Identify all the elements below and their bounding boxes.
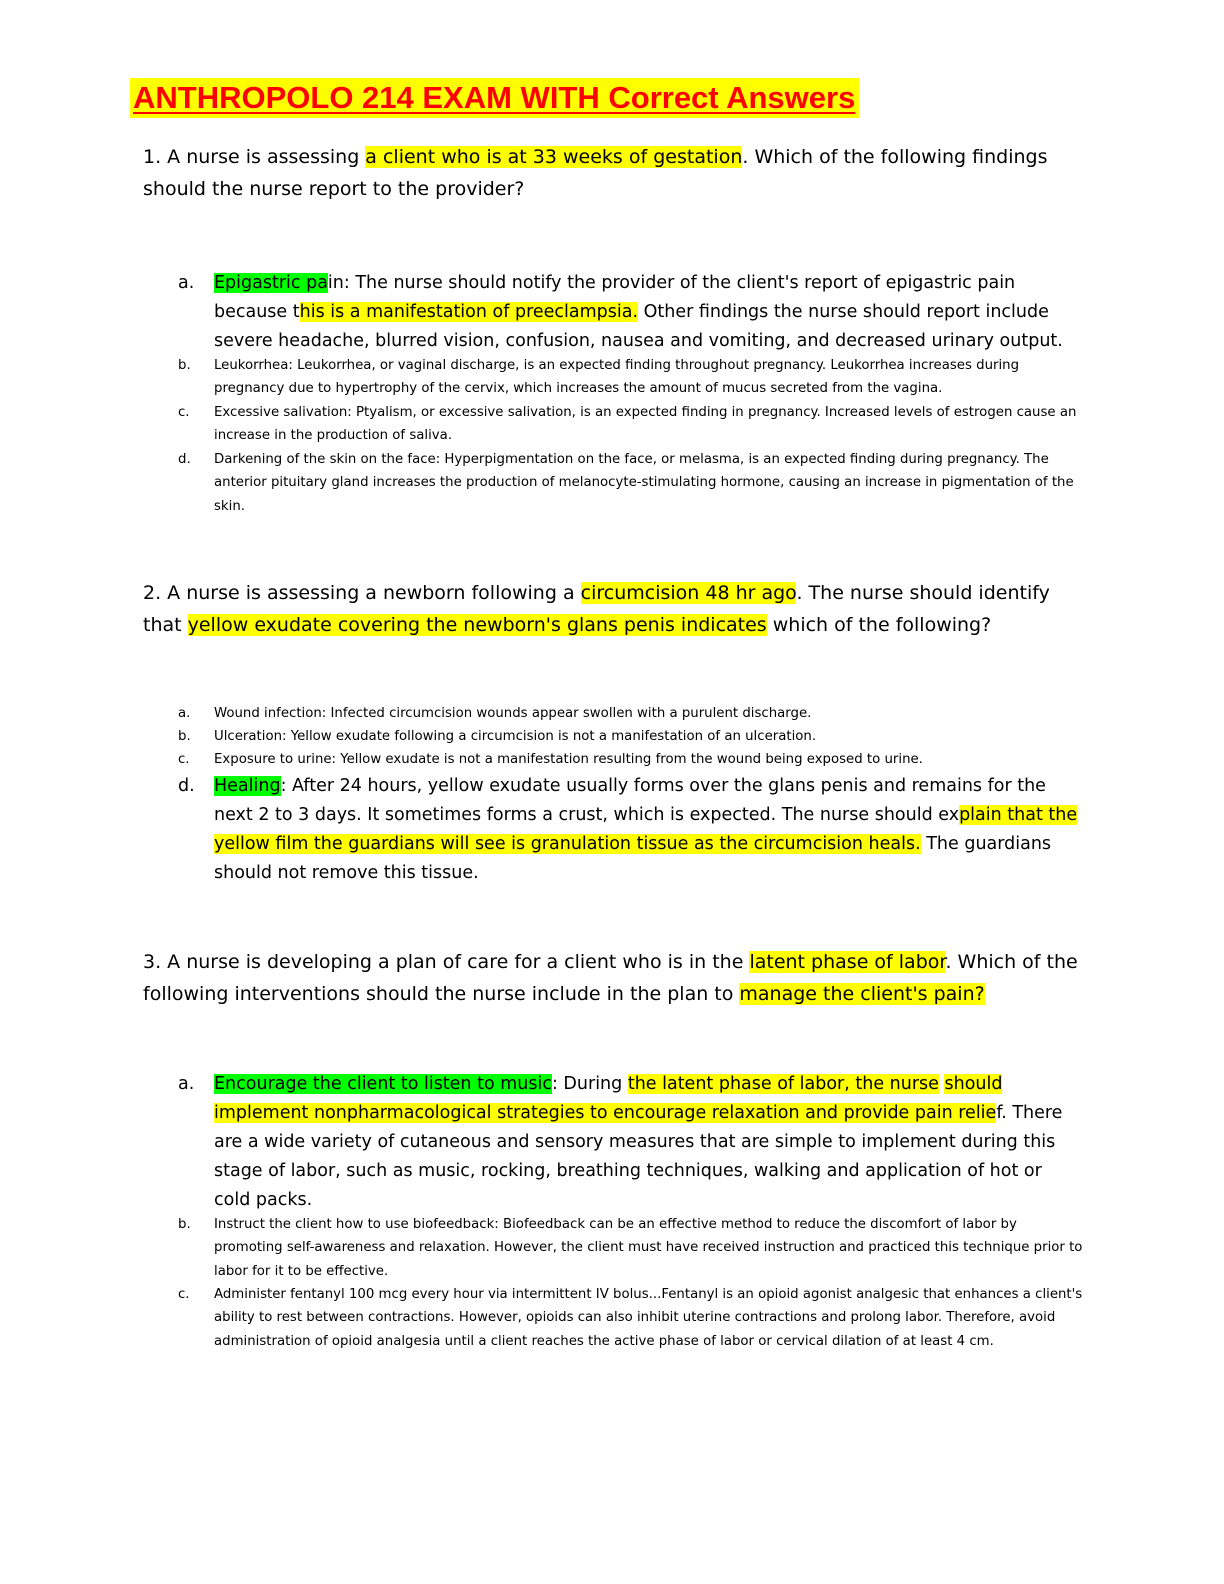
option-letter: c.	[178, 405, 190, 420]
question-2-text-end: which of the following?	[766, 613, 992, 636]
q3-option-c	[178, 1283, 1083, 1353]
correct-answer-highlight: Healing	[214, 776, 281, 796]
question-1	[143, 142, 1083, 205]
option-text-part: : After 24 hours, yellow exudate usually forms over the glans penis and remains for the next 2 to 3 days. It sometimes forms a crust, which is expected. The nurse should ex	[214, 776, 1046, 825]
option-letter: a.	[178, 1074, 195, 1094]
correct-answer-highlight: Encourage the client to listen to music	[214, 1074, 552, 1094]
q2-option-d	[178, 772, 1083, 888]
question-2-highlight-2: yellow exudate covering the newborn's glans penis indicates	[187, 613, 767, 636]
question-1-text-start: 1. A nurse is assessing	[143, 146, 366, 168]
key-point-highlight: his is a manifestation of preeclampsia.	[299, 302, 639, 322]
question-3-highlight-1: latent phase of labor	[749, 951, 946, 973]
option-text-part: : During	[551, 1074, 628, 1094]
option-text: Excessive salivation: Ptyalism, or excessive salivation, is an expected finding in pregnancy. Increased levels of estrogen cause an increase in the production of saliva.	[214, 405, 1077, 444]
q2-option-a	[178, 702, 1083, 725]
option-letter: a.	[178, 706, 191, 721]
q2-option-b	[178, 725, 1083, 748]
option-text	[214, 772, 1083, 888]
option-text: Darkening of the skin on the face: Hyperpigmentation on the face, or melasma, is an expected finding during pregnancy. The anterior pituitary gland increases the production of melanocyte-stimulating hormone, causing an increase in pigmentation of the skin.	[214, 452, 1074, 514]
option-letter: a.	[178, 273, 195, 293]
question-2-highlight-1: circumcision 48 hr ago	[580, 582, 797, 604]
option-text-part: in: The nurse should notify the provider of the client's report of epigastric pain because t	[214, 273, 1016, 322]
key-point-highlight: plain that the yellow film the guardians will see is granulation tissue as the circumcision heals.	[214, 805, 1078, 854]
option-text: Ulceration: Yellow exudate following a circumcision is not a manifestation of an ulceration.	[214, 729, 817, 744]
option-letter: b.	[178, 729, 191, 744]
option-letter: d.	[178, 452, 191, 467]
option-text	[214, 269, 1083, 356]
question-3	[143, 947, 1083, 1010]
question-3-text-mid: . Which of the following interventions should the nurse include in the plan to	[143, 951, 1078, 1005]
option-letter: d.	[178, 776, 195, 796]
q3-option-b	[178, 1213, 1083, 1283]
correct-answer-highlight: Epigastric pa	[214, 273, 328, 293]
q1-option-b	[178, 354, 1083, 401]
question-3-highlight-2: manage the client's pain?	[739, 982, 985, 1005]
key-point-highlight: should implement nonpharmacological strategies to encourage relaxation and provide pain relie	[214, 1074, 1003, 1123]
option-text: Wound infection: Infected circumcision wounds appear swollen with a purulent discharge.	[214, 706, 812, 721]
q3-option-a	[178, 1070, 1083, 1215]
option-text: Instruct the client how to use biofeedback: Biofeedback can be an effective method to reduce the discomfort of labor by promoting self-awareness and relaxation. However, the client must have received instruction and practiced this technique prior to labor for it to be effective.	[214, 1217, 1083, 1279]
option-letter: c.	[178, 1287, 190, 1302]
key-point-highlight: the latent phase of labor, the nurse	[627, 1074, 939, 1094]
option-text-part: The guardians should not remove this tissue.	[214, 834, 1052, 883]
option-text-part: f. There are a wide variety of cutaneous and sensory measures that are simple to implement during this stage of labor, such as music, rocking, breathing techniques, walking and application of hot or cold packs.	[214, 1103, 1063, 1210]
option-text-part: Other findings the nurse should report include severe headache, blurred vision, confusion, nausea and vomiting, and decreased urinary output.	[214, 302, 1063, 351]
question-1-highlight: a client who is at 33 weeks of gestation	[365, 146, 743, 168]
question-2-text-mid: . The nurse should identify that	[143, 582, 1050, 636]
question-3-text-start: 3. A nurse is developing a plan of care for a client who is in the	[143, 951, 750, 973]
option-letter: b.	[178, 358, 191, 373]
question-1-text-end: . Which of the following findings should the nurse report to the provider?	[143, 146, 1048, 200]
option-letter: c.	[178, 752, 190, 767]
option-text: Leukorrhea: Leukorrhea, or vaginal discharge, is an expected finding throughout pregnancy. Leukorrhea increases during pregnancy due to hypertrophy of the cervix, which increases the amount of mucus secreted from the vagina.	[214, 358, 1020, 397]
option-text	[214, 1070, 1083, 1215]
option-text: Exposure to urine: Yellow exudate is not a manifestation resulting from the wound being exposed to urine.	[214, 752, 923, 767]
page-title: ANTHROPOLO 214 EXAM WITH Correct Answers	[130, 78, 859, 118]
q2-option-c	[178, 748, 1083, 771]
q1-option-c	[178, 401, 1083, 448]
question-2-text-start: 2. A nurse is assessing a newborn following a	[143, 582, 581, 604]
option-text: Administer fentanyl 100 mcg every hour via intermittent IV bolus...Fentanyl is an opioid agonist analgesic that enhances a client's ability to rest between contractions. However, opioids can also inhibit uterine contractions and prolong labor. Therefore, avoid administration of opioid analgesia until a client reaches the active phase of labor or cervical dilation of at least 4 cm.	[214, 1287, 1083, 1349]
option-letter: b.	[178, 1217, 191, 1232]
q1-option-a	[178, 269, 1083, 356]
question-2	[143, 578, 1083, 641]
q1-option-d	[178, 448, 1083, 518]
